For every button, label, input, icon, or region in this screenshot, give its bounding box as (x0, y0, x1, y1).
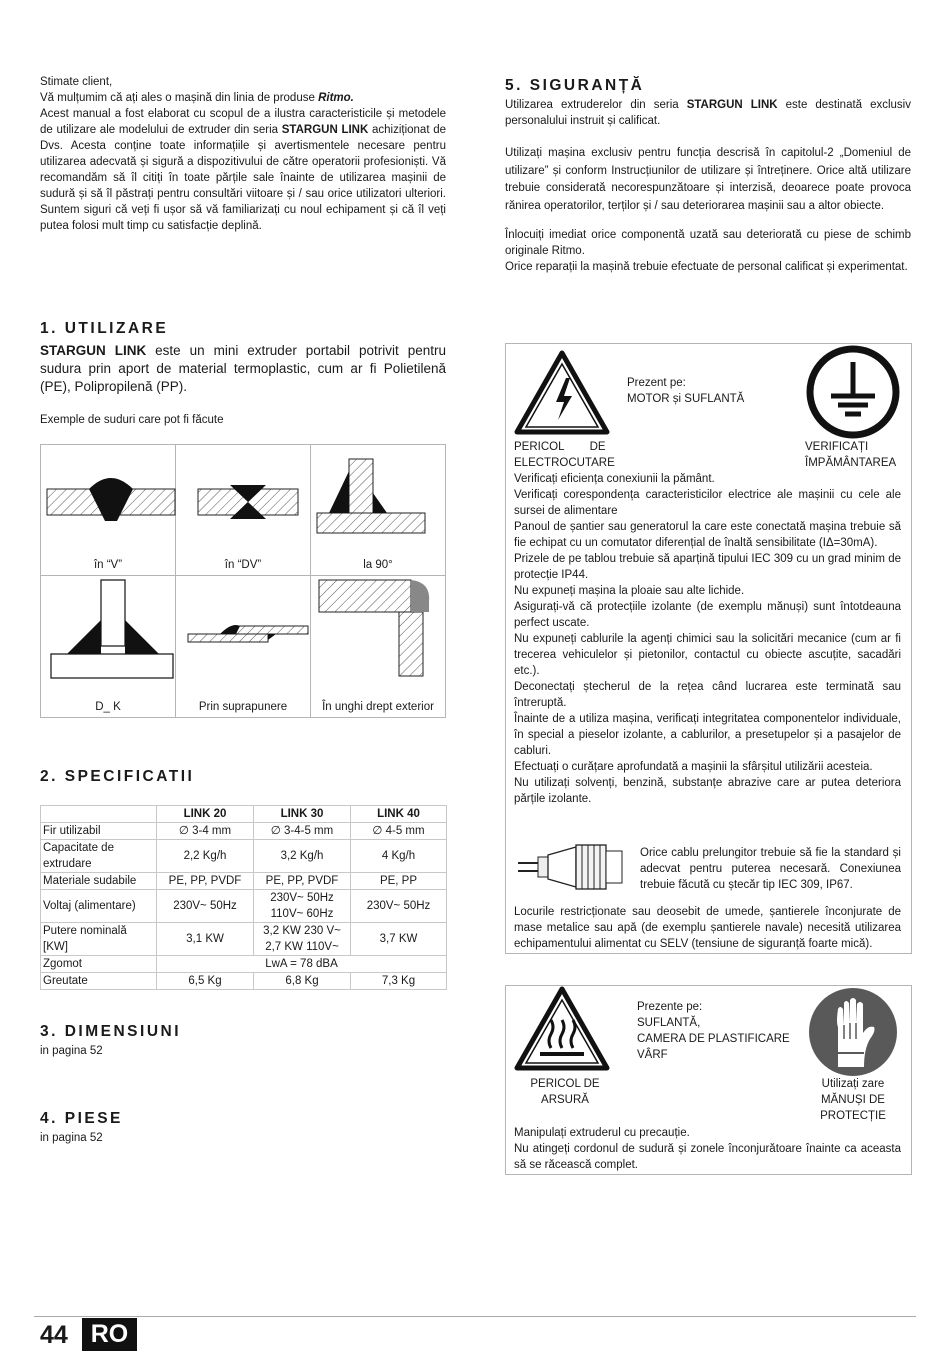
weld-cell (176, 445, 311, 576)
intro-paragraph: Acest manual a fost elaborat cu scopul de a ilustra caracteristicile și metodele de utilizare ale modelului de extruder din seria STARGUN LINK achiziționat de Dvs. Acesta conține toate informațiile și avertismentele necesare pentru utilizarea adecvată și sigură a dispozitivului de către operatorii profesioniști. Vă recomandăm să îl citiți în toate părțile sale înainte de utilizarea mașinii de sudură și să îl păstrați pentru consultări viitoare și / sau orice utilizatori ulteriori. Suntem siguri că veți fi ușor să vă familiarizați cu noul echipament și că îl veți putea folosi mult timp cu satisfacție deplină. (40, 108, 447, 232)
table-row: Fir utilizabil ∅ 3-4 mm ∅ 3-4-5 mm ∅ 4-5 mm (41, 823, 447, 840)
outer-corner-weld-diagram (311, 576, 433, 686)
heat-warnings: Manipulați extruderul cu precauție. Nu atingeți cordonul de sudură și zonele înconjurătoare înainte ca aceasta să se răcească complet. (514, 1127, 901, 1171)
column-header: LINK 40 (351, 806, 447, 823)
intro (40, 74, 446, 234)
column-header: LINK 20 (157, 806, 254, 823)
electric-right-caption: VERIFICAȚI (805, 441, 869, 453)
section-dimensiuni-title: 3. DIMENSIUNI (40, 1023, 182, 1040)
utilizare-lead: STARGUN LINK este un mini extruder portabil potrivit pentru sudura prin aport de material termoplastic, cum ar fi Polietilenă (PE), Polipropilenă (PP). (40, 343, 446, 394)
heat-present-label: Prezente pe: (637, 1001, 703, 1013)
weld-label: D_ K (95, 701, 121, 713)
weld-examples-table (40, 444, 446, 718)
weld-label: la 90° (363, 559, 393, 571)
weld-label: În unghi drept exterior (322, 701, 434, 713)
intro-thanks: Vă mulțumim că ați ales o mașină din linia de produse Ritmo. (40, 92, 354, 104)
dk-weld-diagram (41, 576, 181, 686)
table-row: Voltaj (alimentare) 230V~ 50Hz 230V~ 50Hz 110V~ 60Hz 230V~ 50Hz (41, 890, 447, 923)
siguranta-body (505, 97, 911, 275)
electric-right-caption: ÎMPĂMÂNTAREA (805, 457, 897, 469)
electric-left-caption: PERICOL DE (514, 441, 606, 453)
weld-cell (41, 445, 176, 576)
siguranta-p3: Înlocuiți imediat orice componentă uzată sau deteriorată cu piese de schimb originale Ritmo. (505, 229, 911, 257)
weld-cell (41, 576, 176, 718)
weld-label: Prin suprapunere (198, 701, 288, 713)
weld-examples-label: Exemple de suduri care pot fi făcute (40, 414, 224, 426)
electric-safety-box (505, 343, 912, 954)
weld-cell (311, 445, 446, 576)
heat-right-caption: MĂNUȘI DE PROTECȚIE (820, 1094, 886, 1122)
electric-left-caption: ELECTROCUTARE (514, 457, 615, 469)
table-row: Putere nominală [KW] 3,1 KW 3,2 KW 230 V~ 2,7 KW 110V~ 3,7 KW (41, 923, 447, 956)
plug-icon (516, 841, 626, 893)
section-specificatii-title: 2. SPECIFICATII (40, 768, 195, 785)
plug-text: Orice cablu prelungitor trebuie să fie la standard și adecvat pentru puterea necesară. Conexiunea trebuie făcută cu ștecăr tip IEC 309, IP67. (640, 847, 901, 891)
weld-label: în “DV” (224, 559, 262, 571)
section-piese-title: 4. PIESE (40, 1110, 123, 1127)
table-row: Capacitate de extrudare 2,2 Kg/h 3,2 Kg/h 4 Kg/h (41, 840, 447, 873)
page-number: 44 (40, 1321, 68, 1349)
section-utilizare-title: 1. UTILIZARE (40, 320, 169, 337)
heat-present-item: CAMERA DE PLASTIFICARE (637, 1033, 790, 1045)
table-row: Materiale sudabile PE, PP, PVDF PE, PP, PVDF PE, PP (41, 873, 447, 890)
weld-cell (176, 576, 311, 718)
electric-hazard-icon (514, 350, 610, 436)
heat-safety-box (505, 985, 912, 1175)
siguranta-p2: Utilizați mașina exclusiv pentru funcția descrisă în capitolul-2 „Domeniul de utilizare” și conform Instrucțiunilor de utilizare și întreținere. Orice altă utilizare trebuie considerată necorespunzătoare și interzisă, deoarece poate provoca rănirea operatorilor, terților și / sau deteriorarea mașinii sau a altor obiecte. (505, 147, 911, 212)
brand-name: Ritmo. (318, 92, 354, 104)
language-badge: RO (82, 1318, 137, 1351)
weld-label: în “V” (93, 559, 123, 571)
ground-icon (805, 344, 901, 440)
electric-present-label: Prezent pe: (627, 377, 686, 389)
90-degree-weld-diagram (311, 445, 433, 555)
dimensiuni-text: in pagina 52 (40, 1045, 103, 1057)
heat-present-item: VÂRF (637, 1049, 668, 1061)
heat-present-item: SUFLANTĂ, (637, 1017, 701, 1029)
greeting: Stimate client, (40, 76, 113, 88)
table-row: Greutate 6,5 Kg 6,8 Kg 7,3 Kg (41, 973, 447, 990)
piese-text: in pagina 52 (40, 1132, 103, 1144)
footer-rule (34, 1316, 916, 1317)
specs-header-row (41, 806, 447, 823)
weld-cell (311, 576, 446, 718)
siguranta-p1: Utilizarea extruderelor din seria STARGUN LINK este destinată exclusiv personalului instruit și calificat. (505, 99, 911, 127)
heat-left-caption: PERICOL DE ARSURĂ (530, 1078, 600, 1106)
lap-weld-diagram (176, 576, 316, 686)
dv-weld-diagram (176, 445, 316, 555)
specs-table (40, 805, 447, 990)
siguranta-p4: Orice reparații la mașină trebuie efectuate de personal calificat și experimentat. (505, 261, 908, 273)
heat-right-caption: Utilizați zare (821, 1078, 885, 1090)
electric-warnings: Verificați eficiența conexiunii la pământ. Verificați corespondența caracteristicilor electrice ale mașinii cu cele ale sursei de alimentare Panoul de șantier sau generatorul la care este conectată mașina trebuie să fie echipat cu un comutator diferențial de înaltă sensibilitate (IΔ=30mA). Prizele de pe tablou trebuie să aparțină tipului IEC 309 cu un grad minim de protecție IP44. Nu expuneți mașina la ploaie sau alte lichide. Asigurați-vă că protecțiile izolante (de exemplu mănuși) sunt întotdeauna perfect uscate. Nu expuneți cablurile la agenți chimici sau la solicitări mecanice (cum ar fi trecerea vehiculelor și pietonilor, contactul cu obiecte ascuțite, sacadări etc.). Deconectați ștecherul de la rețea când lucrarea este terminată sau întreruptă. Înainte de a utiliza mașina, verificați integritatea componentelor individuale, în special a pieselor izolante, a cablurilor, a presetupelor și a pasajelor de cabluri. Efectuați o curățare aprofundată a mașinii la sfârșitul utilizării acesteia. Nu utilizați solvenți, benzină, substanțe abrazive care ar putea deteriora părțile izolante. (514, 473, 901, 805)
electric-bottom-text: Locurile restricționate sau deosebit de umede, șantierele înconjurate de mase metalice sau apă (de exemplu șantierele navale) necesită utilizarea echipamentului alimentat cu SELV (tensiune de siguranță foarte mică). (514, 906, 901, 950)
hot-surface-icon (514, 986, 610, 1072)
electric-present-where: MOTOR și SUFLANTĂ (627, 393, 745, 405)
v-weld-diagram (41, 445, 181, 555)
column-header: LINK 30 (254, 806, 351, 823)
table-row: Zgomot LwA = 78 dBA (41, 956, 447, 973)
protective-gloves-icon (808, 987, 898, 1077)
section-siguranta-title: 5. SIGURANȚĂ (505, 77, 645, 94)
